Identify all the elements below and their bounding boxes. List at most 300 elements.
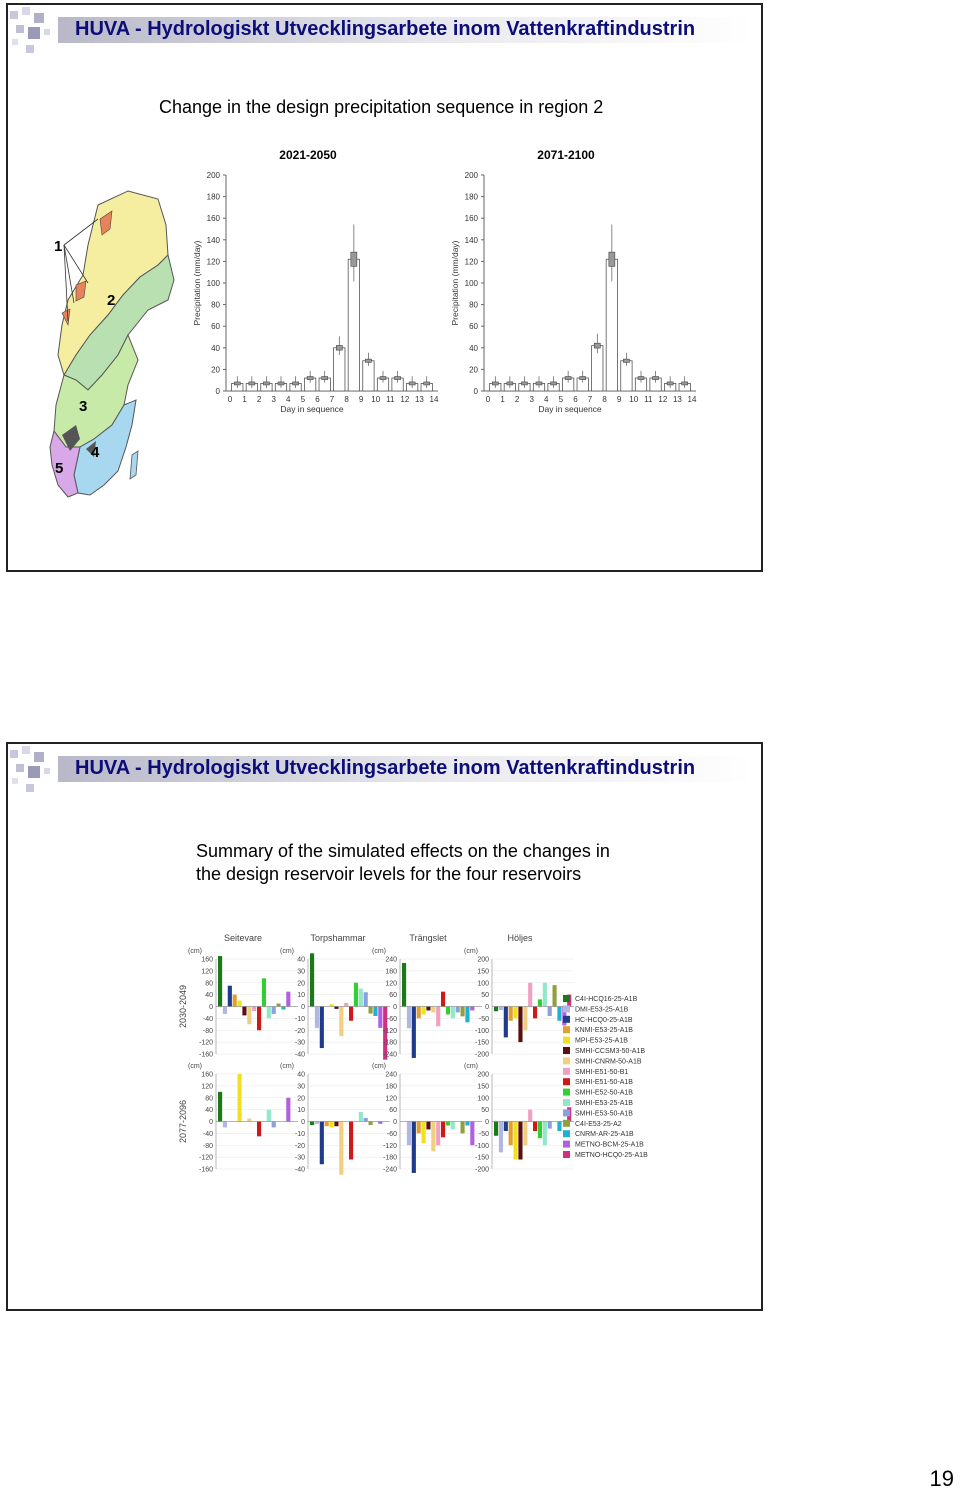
y-tick-label: 80 [205,1095,213,1103]
bar [369,1122,373,1126]
legend-swatch [563,1047,570,1054]
y-axis-label: Precipitation (mm/day) [192,240,202,326]
map-label-3: 3 [79,398,88,415]
y-tick-label: 120 [201,968,213,976]
legend-swatch [563,1141,570,1148]
header-title: HUVA - Hydrologiskt Utvecklingsarbete inom Vattenkraftindustrin [75,18,696,40]
page-number: 19 [929,1466,954,1491]
y-tick-label: 40 [297,1071,305,1079]
bar [257,1007,261,1031]
y-tick-label: 0 [209,1119,213,1126]
y-tick-label: 50 [481,1107,489,1115]
y-tick-label: -80 [202,1142,213,1150]
bar [412,1007,416,1058]
y-tick-label: 80 [469,300,478,310]
y-tick-label: 140 [206,235,220,245]
map-label-1: 1 [54,238,63,255]
y-tick-label: -120 [382,1027,397,1035]
y-tick-label: 20 [297,980,305,988]
bar [339,1122,343,1175]
y-tick-label: 0 [209,1004,213,1011]
y-tick-label: 40 [205,1107,213,1115]
y-tick-label: 30 [297,1083,305,1091]
bar [557,1122,561,1132]
bar [373,1007,377,1017]
y-tick-label: 80 [205,980,213,988]
y-tick-label: 180 [385,968,397,976]
box-marker [234,382,240,385]
x-tick-label: 4 [544,395,549,404]
y-tick-label: 120 [206,257,220,267]
x-tick-label: 4 [286,395,291,404]
bar [252,1007,256,1011]
y-tick-label: -180 [382,1039,397,1047]
y-tick-label: -120 [198,1039,213,1047]
bar [528,1110,532,1122]
box-marker [565,377,571,380]
legend-label: SMHI-E53-50-A1B [575,1110,633,1118]
bar [528,983,532,1007]
x-tick-label: 14 [687,395,697,404]
bar [456,1007,460,1013]
y-tick-label: 60 [469,322,478,332]
bar [310,1122,314,1126]
y-tick-label: 180 [385,1083,397,1091]
box-marker [336,345,342,350]
y-tick-label: 60 [389,1107,397,1115]
x-tick-label: 9 [358,395,364,404]
bar [426,1007,430,1011]
bar [257,1122,261,1137]
y-tick-label: 30 [297,968,305,976]
y-tick-label: 20 [211,365,220,375]
y-tick-label: 80 [211,300,220,310]
unit-label: (cm) [188,948,202,955]
y-tick-label: 100 [464,279,478,288]
bar [349,1122,353,1160]
y-tick-label: 60 [211,322,220,332]
period-label: 2077-2096 [178,1099,188,1144]
unit-label: (cm) [464,948,478,955]
box-marker [380,377,386,380]
legend-label: METNO-BCM-25-A1B [575,1141,644,1149]
bar [310,953,314,1006]
map-label-2: 2 [107,292,116,309]
box-marker [293,382,299,385]
y-tick-label: 120 [201,1083,213,1091]
legend-swatch [563,1016,570,1023]
legend-swatch [563,1037,570,1044]
box-marker [507,382,513,385]
y-tick-label: -150 [474,1154,489,1162]
bar [436,1007,440,1027]
map-island [130,451,138,479]
bar [553,985,557,1006]
y-tick-label: -20 [294,1027,305,1035]
box-marker [682,382,688,385]
map-label-5: 5 [55,460,64,477]
bar [523,1007,527,1031]
bar [518,1122,522,1160]
legend-swatch [563,1078,570,1085]
y-tick-label: -80 [202,1027,213,1035]
map-label-4: 4 [91,444,100,461]
y-tick-label: 200 [206,171,220,180]
bar [465,1007,469,1023]
x-tick-label: 3 [271,395,276,404]
box-marker [551,382,557,385]
x-tick-label: 8 [344,395,349,404]
box-marker [638,377,644,380]
bar [334,1122,338,1127]
box-marker [623,359,629,362]
bar [436,1122,440,1146]
y-tick-label: 40 [205,992,213,1000]
x-tick-label: 11 [386,395,395,404]
y-tick-label: 0 [301,1119,305,1126]
x-tick-label: 1 [500,395,505,404]
y-axis-label: Precipitation (mm/day) [450,240,460,326]
y-tick-label: 100 [206,279,220,288]
x-tick-label: 7 [329,395,335,404]
reservoir-title: Torpshammar [310,933,366,943]
bar [247,1119,251,1122]
bar [470,1007,474,1011]
box-marker [365,359,371,362]
bar [538,999,542,1006]
y-tick-label: -20 [294,1142,305,1150]
bar [315,1122,319,1124]
y-tick-label: 200 [464,171,478,180]
unit-label: (cm) [372,1063,386,1070]
bar [441,992,445,1007]
box-marker [609,252,615,266]
y-tick-label: -40 [294,1051,305,1059]
y-tick-label: 0 [393,1119,397,1126]
sweden-region-map [28,185,188,525]
y-tick-label: -150 [474,1039,489,1047]
box-marker [249,382,255,385]
bar [538,1122,542,1139]
bar [330,1004,334,1006]
bar [281,1007,285,1010]
bar [359,989,363,1007]
legend-label: SMHI-E51-50-A1B [575,1079,633,1087]
slide-2 [6,742,763,1311]
y-tick-label: 180 [464,192,478,202]
bar [364,992,368,1006]
y-tick-label: -120 [382,1142,397,1150]
bar [494,1007,498,1012]
slide-title: Change in the design precipitation sequence in region 2 [159,97,604,117]
y-tick-label: 20 [297,1095,305,1103]
legend-swatch [563,1120,570,1127]
y-tick-label: 160 [464,214,478,224]
bar [286,992,290,1007]
y-tick-label: -40 [202,1015,213,1023]
y-tick-label: 10 [297,992,305,1000]
y-tick-label: 160 [206,214,220,224]
y-tick-label: 0 [301,1004,305,1011]
reservoir-title: Seitevare [223,933,263,943]
reservoir-title: Höljes [507,933,533,943]
y-tick-label: -160 [198,1166,213,1174]
y-tick-label: 50 [481,992,489,1000]
box-marker [278,382,284,385]
bar [242,1007,246,1016]
bar [533,1007,537,1019]
bar [548,1007,552,1017]
x-tick-label: 5 [558,395,564,404]
bar [557,1007,561,1021]
precip-chart-2071-2100 [444,141,706,419]
bar [422,1007,426,1015]
y-tick-label: 240 [385,1071,397,1079]
bar [451,1007,455,1019]
legend-label: SMHI-CNRM-50-A1B [575,1058,642,1066]
chart-title: 2071-2100 [537,148,595,162]
y-tick-label: -120 [198,1154,213,1162]
x-tick-label: 5 [300,395,306,404]
header-title: HUVA - Hydrologiskt Utvecklingsarbete inom Vattenkraftindustrin [75,757,696,779]
bar [267,1110,271,1122]
unit-label: (cm) [372,948,386,955]
box-marker [667,382,673,385]
bar [223,1007,227,1014]
legend-label: DMI-E53-25-A1B [575,1006,629,1014]
bar [223,1122,227,1128]
bar [320,1007,324,1049]
y-tick-label: -50 [478,1015,489,1023]
y-tick-label: 10 [297,1107,305,1115]
unit-label: (cm) [280,948,294,955]
slide-title-line-1: Summary of the simulated effects on the changes in [196,841,610,861]
bar [465,1122,469,1126]
x-tick-label: 13 [672,395,682,404]
y-tick-label: 20 [469,365,478,375]
bar [446,1007,450,1015]
box-marker [594,343,600,348]
bar [523,1122,527,1146]
legend-swatch [563,1109,570,1116]
bar [543,1122,547,1146]
period-label: 2030-2049 [178,984,188,1029]
bar [499,1007,503,1011]
x-tick-label: 6 [573,395,578,404]
x-axis-label: Day in sequence [280,404,344,414]
bar [446,1122,450,1126]
bar [320,1122,324,1165]
slide-title-line-2: the design reservoir levels for the four reservoirs [196,864,582,884]
legend-swatch [563,1099,570,1106]
bar [247,1007,251,1025]
box-marker [424,382,430,385]
x-tick-label: 12 [658,395,668,404]
bar [504,1007,508,1038]
bar [228,986,232,1007]
y-tick-label: -30 [294,1154,305,1162]
bar [286,1098,290,1122]
bar [344,1003,348,1007]
bar [417,1007,421,1019]
legend-label: SMHI-E53-25-A1B [575,1100,633,1107]
y-tick-label: -40 [202,1130,213,1138]
x-tick-label: 7 [587,395,593,404]
y-tick-label: -180 [382,1154,397,1162]
bar [272,1007,276,1014]
bar [509,1007,513,1021]
x-tick-label: 0 [485,395,491,404]
box-marker [395,377,401,380]
x-tick-label: 6 [315,395,320,404]
bar [233,995,237,1007]
legend-label: METNO-HCQ0-25-A1B [575,1152,648,1159]
box-marker [536,382,542,385]
bar [514,1122,518,1160]
slide-1 [6,3,763,572]
box-marker [521,382,527,385]
x-axis-label: Day in sequence [538,404,602,414]
bar [378,1122,382,1124]
y-tick-label: 200 [477,956,489,964]
legend-swatch [563,995,570,1002]
unit-label: (cm) [464,1063,478,1070]
legend-swatch [563,1089,570,1096]
y-tick-label: 160 [201,1071,213,1079]
bar [533,1122,537,1132]
bar [461,1122,465,1134]
y-tick-label: -160 [198,1051,213,1059]
y-tick-label: 100 [477,980,489,988]
y-tick-label: -60 [386,1130,397,1138]
bar [431,1122,435,1152]
bar [499,1122,503,1153]
bar [325,1122,329,1127]
y-tick-label: 150 [477,968,489,976]
bar [470,1122,474,1146]
y-tick-label: 100 [477,1095,489,1103]
y-tick-label: -40 [294,1166,305,1174]
bar [407,1007,411,1029]
bar [315,1007,319,1028]
bar [494,1122,498,1136]
bar [504,1122,508,1132]
legend-swatch [563,1130,570,1137]
legend-swatch [563,1005,570,1012]
bar [514,1007,518,1019]
x-tick-label: 14 [429,395,439,404]
bar [359,1112,363,1122]
y-tick-label: -200 [474,1051,489,1059]
bar [441,1122,445,1138]
bar [369,1007,373,1014]
reservoir-level-charts [158,929,668,1184]
legend-swatch [563,1151,570,1158]
bar [218,956,222,1006]
bar [378,1007,382,1028]
chart-title: 2021-2050 [279,148,337,162]
box-marker [580,377,586,380]
y-tick-label: -100 [474,1027,489,1035]
legend-label: MPI-E53-25-A1B [575,1037,628,1045]
bar [402,963,406,1007]
bar [451,1122,455,1130]
box-marker [307,377,313,380]
y-tick-label: -60 [386,1015,397,1023]
y-tick-label: 40 [297,956,305,964]
bar [412,1122,416,1173]
bar [334,1007,338,1009]
x-tick-label: 12 [400,395,410,404]
precip-chart-2021-2050 [186,141,448,419]
y-tick-label: 120 [464,257,478,267]
box-marker [351,252,357,266]
bar [407,1122,411,1146]
bar [262,978,266,1006]
legend-label: CNRM-AR-25-A1B [575,1131,634,1139]
bar [431,1007,435,1013]
legend-label: SMHI-E51-50-B1 [575,1068,629,1076]
y-tick-label: 40 [469,343,478,353]
y-tick-label: 160 [201,956,213,964]
y-tick-label: -30 [294,1039,305,1047]
unit-label: (cm) [188,1063,202,1070]
legend-label: SMHI-E52-50-A1B [575,1089,633,1097]
y-tick-label: 0 [485,1004,489,1011]
x-tick-label: 13 [414,395,424,404]
bar [518,1007,522,1043]
legend-label: HC-HCQ0-25-A1B [575,1016,633,1024]
box-marker [653,377,659,380]
y-tick-label: 140 [464,235,478,245]
y-tick-label: -100 [474,1142,489,1150]
y-tick-label: 200 [477,1071,489,1079]
unit-label: (cm) [280,1063,294,1070]
y-tick-label: -240 [382,1166,397,1174]
reservoir-title: Trängslet [409,933,447,943]
box-marker [492,382,498,385]
bar [330,1122,334,1128]
box-marker [263,382,269,385]
x-tick-label: 2 [514,395,520,404]
bar [461,1007,465,1017]
y-tick-label: 0 [393,1004,397,1011]
bar [364,1118,368,1122]
legend-label: C4I-HCQ16-25-A1B [575,996,638,1003]
bar [349,1007,353,1021]
x-tick-label: 1 [242,395,247,404]
y-tick-label: 120 [385,1095,397,1103]
y-tick-label: 180 [206,192,220,202]
bar [339,1007,343,1037]
x-tick-label: 9 [616,395,622,404]
bar [267,1007,271,1019]
box-marker [322,377,328,380]
bar [426,1122,430,1130]
bar [218,1092,222,1122]
y-tick-label: 0 [215,387,220,396]
legend-swatch [563,1068,570,1075]
x-tick-label: 2 [256,395,262,404]
y-tick-label: 60 [389,992,397,1000]
y-tick-label: -10 [294,1130,305,1138]
legend-label: SMHI-CCSM3-50-A1B [575,1048,646,1055]
legend-swatch [563,1057,570,1064]
bar [238,1001,242,1007]
y-tick-label: 120 [385,980,397,988]
y-tick-label: 40 [211,343,220,353]
bar [238,1074,242,1122]
